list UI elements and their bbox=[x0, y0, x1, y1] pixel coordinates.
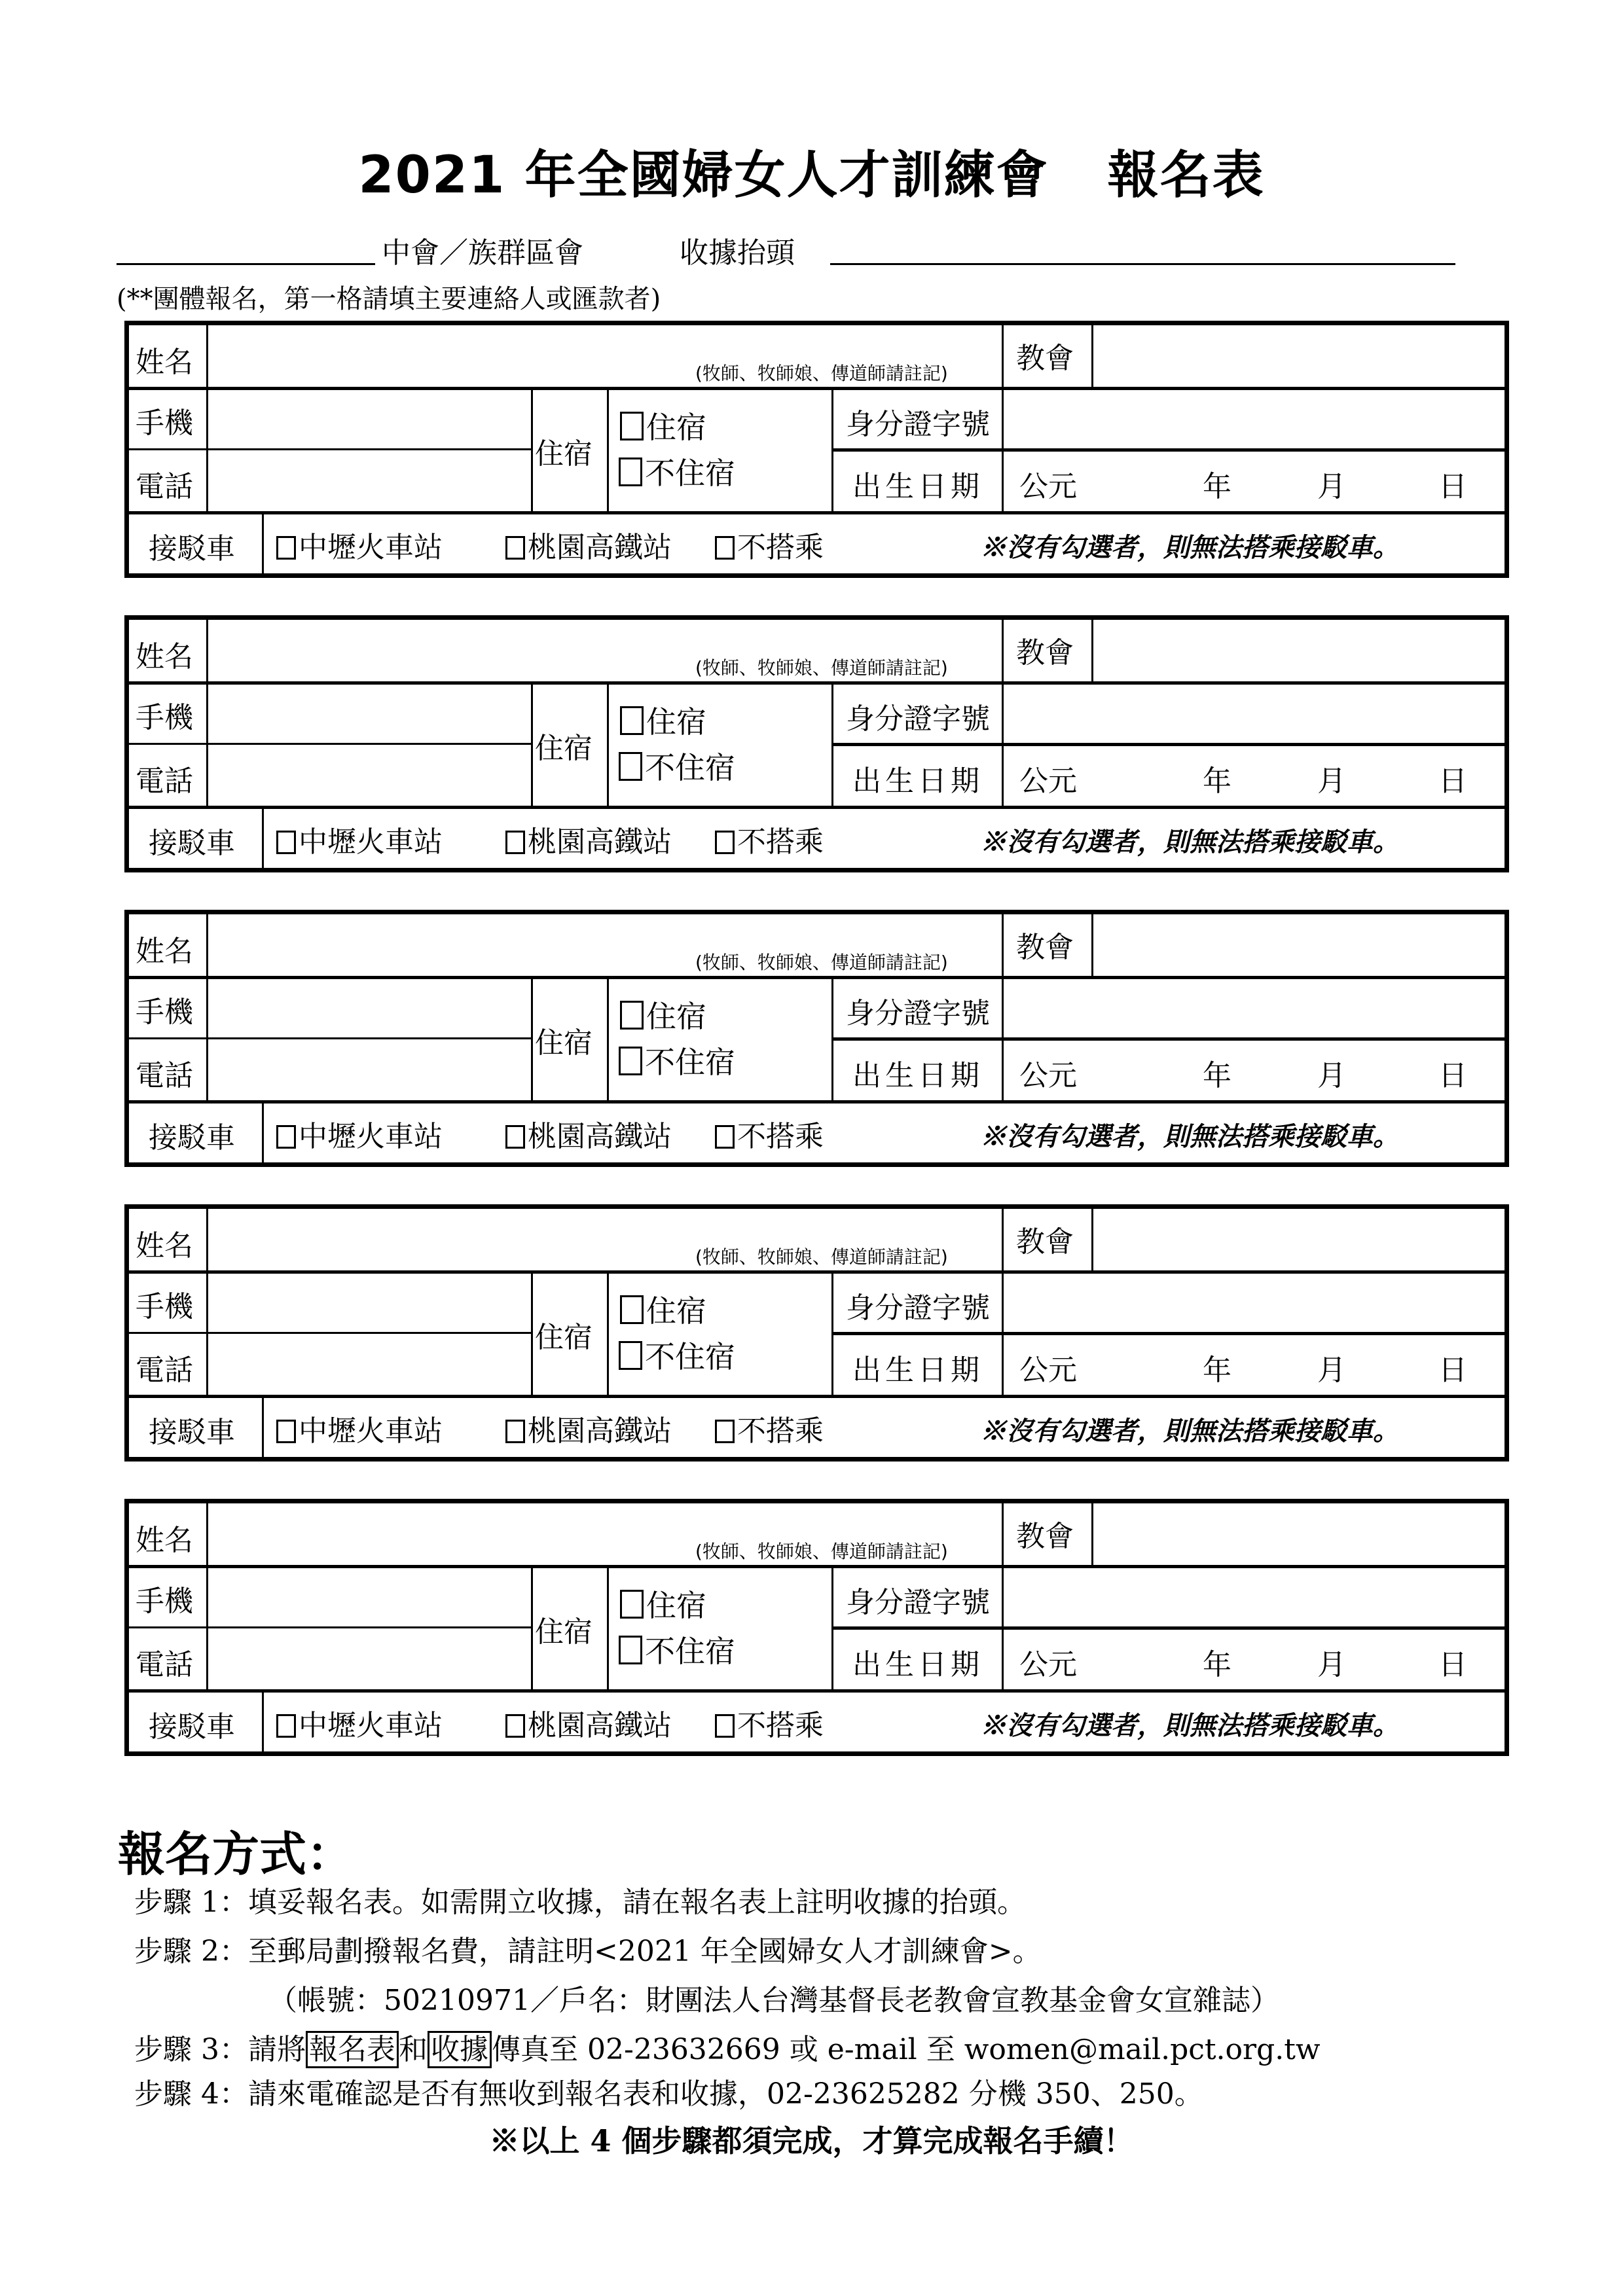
phone-field[interactable] bbox=[208, 745, 531, 806]
birth-date-label: 出生日期 bbox=[852, 1059, 983, 1092]
lodging-no-option[interactable]: 不住宿 bbox=[619, 1333, 735, 1376]
checkbox-icon[interactable] bbox=[276, 1420, 296, 1443]
registrant-block-5 bbox=[124, 1499, 1509, 1756]
shuttle-option-taoyuan-hsr[interactable]: 桃園高鐵站 bbox=[505, 1113, 672, 1155]
shuttle-warning: ※沒有勾選者，則無法搭乘接駁車。 bbox=[980, 1416, 1399, 1446]
year-label: 年 bbox=[1203, 764, 1231, 798]
title-note: (牧師、牧師娘、傳道師請註記) bbox=[695, 1246, 948, 1268]
title-note: (牧師、牧師娘、傳道師請註記) bbox=[695, 1541, 948, 1562]
checkbox-icon[interactable] bbox=[276, 1714, 296, 1738]
shuttle-warning: ※沒有勾選者，則無法搭乘接駁車。 bbox=[980, 827, 1399, 857]
shuttle-option-none[interactable]: 不搭乘 bbox=[715, 818, 824, 860]
phone-label: 電話 bbox=[136, 1354, 193, 1387]
birth-month-field[interactable] bbox=[1235, 452, 1307, 511]
receipt-title-label: 收據抬頭 bbox=[680, 236, 795, 270]
title-note: (牧師、牧師娘、傳道師請註記) bbox=[695, 952, 948, 973]
month-label: 月 bbox=[1317, 764, 1346, 798]
id-number-field[interactable] bbox=[1004, 390, 1504, 448]
checkbox-icon[interactable] bbox=[620, 1295, 644, 1324]
page-title bbox=[0, 134, 1623, 207]
checkbox-icon[interactable] bbox=[276, 536, 296, 560]
church-field[interactable] bbox=[1093, 1209, 1504, 1270]
shuttle-label: 接駁車 bbox=[149, 1121, 235, 1155]
title-note: (牧師、牧師娘、傳道師請註記) bbox=[695, 363, 948, 384]
shuttle-option-zhongli[interactable]: 中壢火車站 bbox=[276, 818, 443, 860]
checkbox-icon[interactable] bbox=[276, 1125, 296, 1149]
church-field[interactable] bbox=[1093, 1503, 1504, 1565]
month-label: 月 bbox=[1317, 1354, 1346, 1387]
presbytery-input-line[interactable] bbox=[117, 263, 375, 265]
presbytery-label: 中會／族群區會 bbox=[382, 236, 583, 270]
receipt-title-input-line[interactable] bbox=[830, 263, 1455, 265]
day-label: 日 bbox=[1438, 1354, 1467, 1387]
day-label: 日 bbox=[1438, 1648, 1467, 1681]
mobile-field[interactable] bbox=[208, 685, 531, 743]
checkbox-icon[interactable] bbox=[505, 831, 525, 854]
checkbox-icon[interactable] bbox=[619, 752, 642, 781]
birth-year-field[interactable] bbox=[1085, 1630, 1183, 1689]
era-label: 公元 bbox=[1019, 1354, 1077, 1387]
birth-month-field[interactable] bbox=[1235, 1630, 1307, 1689]
day-label: 日 bbox=[1438, 764, 1467, 798]
shuttle-option-zhongli[interactable]: 中壢火車站 bbox=[276, 524, 443, 565]
birth-year-field[interactable] bbox=[1085, 1335, 1183, 1394]
lodging-label: 住宿 bbox=[535, 732, 593, 765]
method-title: 報名方式： bbox=[118, 1827, 354, 1882]
phone-label: 電話 bbox=[136, 1648, 193, 1681]
id-number-label: 身分證字號 bbox=[846, 1586, 990, 1619]
month-label: 月 bbox=[1317, 470, 1346, 503]
registrant-block-3 bbox=[124, 910, 1509, 1167]
mobile-label: 手機 bbox=[136, 996, 193, 1029]
lodging-no-option[interactable]: 不住宿 bbox=[619, 1039, 735, 1082]
birth-date-label: 出生日期 bbox=[852, 470, 983, 503]
registrant-block-1 bbox=[124, 321, 1509, 578]
step-3: 步驟 3：請將 報名表 和 收據 傳真至 02-23632669 或 e-mail 至 women@mail.pct.org.tw bbox=[134, 2026, 1321, 2068]
lodging-no-option[interactable]: 不住宿 bbox=[619, 1628, 735, 1671]
lodging-no-option[interactable]: 不住宿 bbox=[619, 744, 735, 787]
id-number-label: 身分證字號 bbox=[846, 997, 990, 1030]
year-label: 年 bbox=[1203, 1059, 1231, 1092]
shuttle-option-zhongli[interactable]: 中壢火車站 bbox=[276, 1407, 443, 1449]
shuttle-option-none[interactable]: 不搭乘 bbox=[715, 524, 824, 565]
lodging-yes-option[interactable]: 住宿 bbox=[620, 1287, 706, 1331]
step-4: 步驟 4：請來電確認是否有無收到報名表和收據，02-23625282 分機 350、250。 bbox=[134, 2077, 1203, 2111]
id-number-field[interactable] bbox=[1004, 979, 1504, 1037]
mobile-label: 手機 bbox=[136, 1290, 193, 1323]
lodging-label: 住宿 bbox=[535, 1615, 593, 1649]
checkbox-icon[interactable] bbox=[620, 706, 644, 735]
registrant-block-2 bbox=[124, 615, 1509, 872]
birth-date-label: 出生日期 bbox=[852, 764, 983, 798]
checkbox-icon[interactable] bbox=[619, 1047, 642, 1075]
checkbox-icon[interactable] bbox=[505, 1714, 525, 1738]
mobile-label: 手機 bbox=[136, 406, 193, 440]
church-label: 教會 bbox=[1016, 1520, 1074, 1553]
shuttle-label: 接駁車 bbox=[149, 1416, 235, 1449]
id-number-field[interactable] bbox=[1004, 685, 1504, 743]
lodging-yes-option[interactable]: 住宿 bbox=[620, 1582, 706, 1625]
header-line bbox=[117, 229, 1455, 268]
checkbox-icon[interactable] bbox=[620, 412, 644, 440]
lodging-label: 住宿 bbox=[535, 437, 593, 471]
name-label: 姓名 bbox=[136, 1229, 193, 1263]
phone-field[interactable] bbox=[208, 1334, 531, 1395]
boxed-registration-form: 報名表 bbox=[306, 2031, 399, 2068]
mobile-field[interactable] bbox=[208, 1568, 531, 1626]
year-label: 年 bbox=[1203, 1354, 1231, 1387]
birth-day-field[interactable] bbox=[1350, 1335, 1422, 1394]
birth-month-field[interactable] bbox=[1235, 746, 1307, 805]
title-suffix: 報名表 bbox=[1107, 146, 1265, 205]
step-2: 步驟 2：至郵局劃撥報名費，請註明<2021 年全國婦女人才訓練會>。 bbox=[134, 1935, 1042, 1968]
step-1: 步驟 1：填妥報名表。如需開立收據，請在報名表上註明收據的抬頭。 bbox=[134, 1886, 1026, 1919]
id-number-label: 身分證字號 bbox=[846, 1291, 990, 1325]
church-label: 教會 bbox=[1016, 342, 1074, 375]
shuttle-option-none[interactable]: 不搭乘 bbox=[715, 1113, 824, 1155]
name-label: 姓名 bbox=[136, 640, 193, 673]
phone-label: 電話 bbox=[136, 1059, 193, 1092]
shuttle-option-zhongli[interactable]: 中壢火車站 bbox=[276, 1702, 443, 1744]
checkbox-icon[interactable] bbox=[715, 831, 735, 854]
lodging-yes-option[interactable]: 住宿 bbox=[620, 698, 706, 742]
checkbox-icon[interactable] bbox=[620, 1590, 644, 1619]
year-label: 年 bbox=[1203, 470, 1231, 503]
church-label: 教會 bbox=[1016, 931, 1074, 964]
shuttle-label: 接駁車 bbox=[149, 532, 235, 565]
id-number-label: 身分證字號 bbox=[846, 702, 990, 736]
title-main: 2021 年全國婦女人才訓練會 bbox=[358, 146, 1049, 205]
shuttle-warning: ※沒有勾選者，則無法搭乘接駁車。 bbox=[980, 532, 1399, 563]
shuttle-warning: ※沒有勾選者，則無法搭乘接駁車。 bbox=[980, 1710, 1399, 1741]
church-field[interactable] bbox=[1093, 620, 1504, 681]
era-label: 公元 bbox=[1019, 1059, 1077, 1092]
shuttle-option-none[interactable]: 不搭乘 bbox=[715, 1702, 824, 1744]
mobile-label: 手機 bbox=[136, 701, 193, 734]
group-registration-note: (**團體報名，第一格請填主要連絡人或匯款者) bbox=[117, 284, 661, 314]
birth-date-label: 出生日期 bbox=[852, 1648, 983, 1681]
checkbox-icon[interactable] bbox=[619, 1341, 642, 1370]
shuttle-warning: ※沒有勾選者，則無法搭乘接駁車。 bbox=[980, 1121, 1399, 1152]
checkbox-icon[interactable] bbox=[619, 1636, 642, 1664]
name-label: 姓名 bbox=[136, 346, 193, 379]
mobile-field[interactable] bbox=[208, 390, 531, 448]
checkbox-icon[interactable] bbox=[715, 1714, 735, 1738]
birth-day-field[interactable] bbox=[1350, 1630, 1422, 1689]
church-field[interactable] bbox=[1093, 914, 1504, 976]
registrant-block-4 bbox=[124, 1204, 1509, 1462]
id-number-field[interactable] bbox=[1004, 1274, 1504, 1332]
shuttle-option-taoyuan-hsr[interactable]: 桃園高鐵站 bbox=[505, 524, 672, 565]
phone-field[interactable] bbox=[208, 1628, 531, 1689]
boxed-receipt: 收據 bbox=[428, 2031, 492, 2068]
era-label: 公元 bbox=[1019, 764, 1077, 798]
lodging-no-option[interactable]: 不住宿 bbox=[619, 450, 735, 493]
month-label: 月 bbox=[1317, 1059, 1346, 1092]
checkbox-icon[interactable] bbox=[715, 1420, 735, 1443]
era-label: 公元 bbox=[1019, 1648, 1077, 1681]
phone-field[interactable] bbox=[208, 450, 531, 511]
phone-label: 電話 bbox=[136, 764, 193, 798]
shuttle-option-taoyuan-hsr[interactable]: 桃園高鐵站 bbox=[505, 1407, 672, 1449]
birth-day-field[interactable] bbox=[1350, 452, 1422, 511]
checkbox-icon[interactable] bbox=[620, 1001, 644, 1030]
church-label: 教會 bbox=[1016, 636, 1074, 670]
lodging-yes-option[interactable]: 住宿 bbox=[620, 993, 706, 1036]
mobile-field[interactable] bbox=[208, 1274, 531, 1332]
checkbox-icon[interactable] bbox=[619, 457, 642, 486]
id-number-label: 身分證字號 bbox=[846, 408, 990, 441]
lodging-yes-option[interactable]: 住宿 bbox=[620, 404, 706, 447]
birth-year-field[interactable] bbox=[1085, 1041, 1183, 1100]
checkbox-icon[interactable] bbox=[715, 1125, 735, 1149]
birth-day-field[interactable] bbox=[1350, 1041, 1422, 1100]
day-label: 日 bbox=[1438, 470, 1467, 503]
shuttle-label: 接駁車 bbox=[149, 1710, 235, 1744]
shuttle-label: 接駁車 bbox=[149, 827, 235, 860]
name-label: 姓名 bbox=[136, 935, 193, 968]
checkbox-icon[interactable] bbox=[715, 536, 735, 560]
checkbox-icon[interactable] bbox=[505, 1125, 525, 1149]
shuttle-option-taoyuan-hsr[interactable]: 桃園高鐵站 bbox=[505, 818, 672, 860]
birth-year-field[interactable] bbox=[1085, 452, 1183, 511]
mobile-field[interactable] bbox=[208, 979, 531, 1037]
lodging-label: 住宿 bbox=[535, 1026, 593, 1060]
phone-field[interactable] bbox=[208, 1039, 531, 1100]
birth-day-field[interactable] bbox=[1350, 746, 1422, 805]
lodging-label: 住宿 bbox=[535, 1321, 593, 1354]
birth-month-field[interactable] bbox=[1235, 1335, 1307, 1394]
shuttle-option-zhongli[interactable]: 中壢火車站 bbox=[276, 1113, 443, 1155]
mobile-label: 手機 bbox=[136, 1585, 193, 1618]
month-label: 月 bbox=[1317, 1648, 1346, 1681]
title-note: (牧師、牧師娘、傳道師請註記) bbox=[695, 657, 948, 679]
church-field[interactable] bbox=[1093, 325, 1504, 387]
church-label: 教會 bbox=[1016, 1225, 1074, 1259]
birth-year-field[interactable] bbox=[1085, 746, 1183, 805]
checkbox-icon[interactable] bbox=[505, 1420, 525, 1443]
day-label: 日 bbox=[1438, 1059, 1467, 1092]
checkbox-icon[interactable] bbox=[505, 536, 525, 560]
final-note: ※以上 4 個步驟都須完成，才算完成報名手續！ bbox=[489, 2123, 1134, 2159]
name-label: 姓名 bbox=[136, 1524, 193, 1557]
era-label: 公元 bbox=[1019, 470, 1077, 503]
step-2-account: （帳號：50210971／戶名：財團法人台灣基督長老教會宣教基金會女宣雜誌） bbox=[268, 1984, 1279, 2017]
phone-label: 電話 bbox=[136, 470, 193, 503]
shuttle-option-none[interactable]: 不搭乘 bbox=[715, 1407, 824, 1449]
birth-month-field[interactable] bbox=[1235, 1041, 1307, 1100]
year-label: 年 bbox=[1203, 1648, 1231, 1681]
id-number-field[interactable] bbox=[1004, 1568, 1504, 1626]
shuttle-option-taoyuan-hsr[interactable]: 桃園高鐵站 bbox=[505, 1702, 672, 1744]
checkbox-icon[interactable] bbox=[276, 831, 296, 854]
birth-date-label: 出生日期 bbox=[852, 1354, 983, 1387]
